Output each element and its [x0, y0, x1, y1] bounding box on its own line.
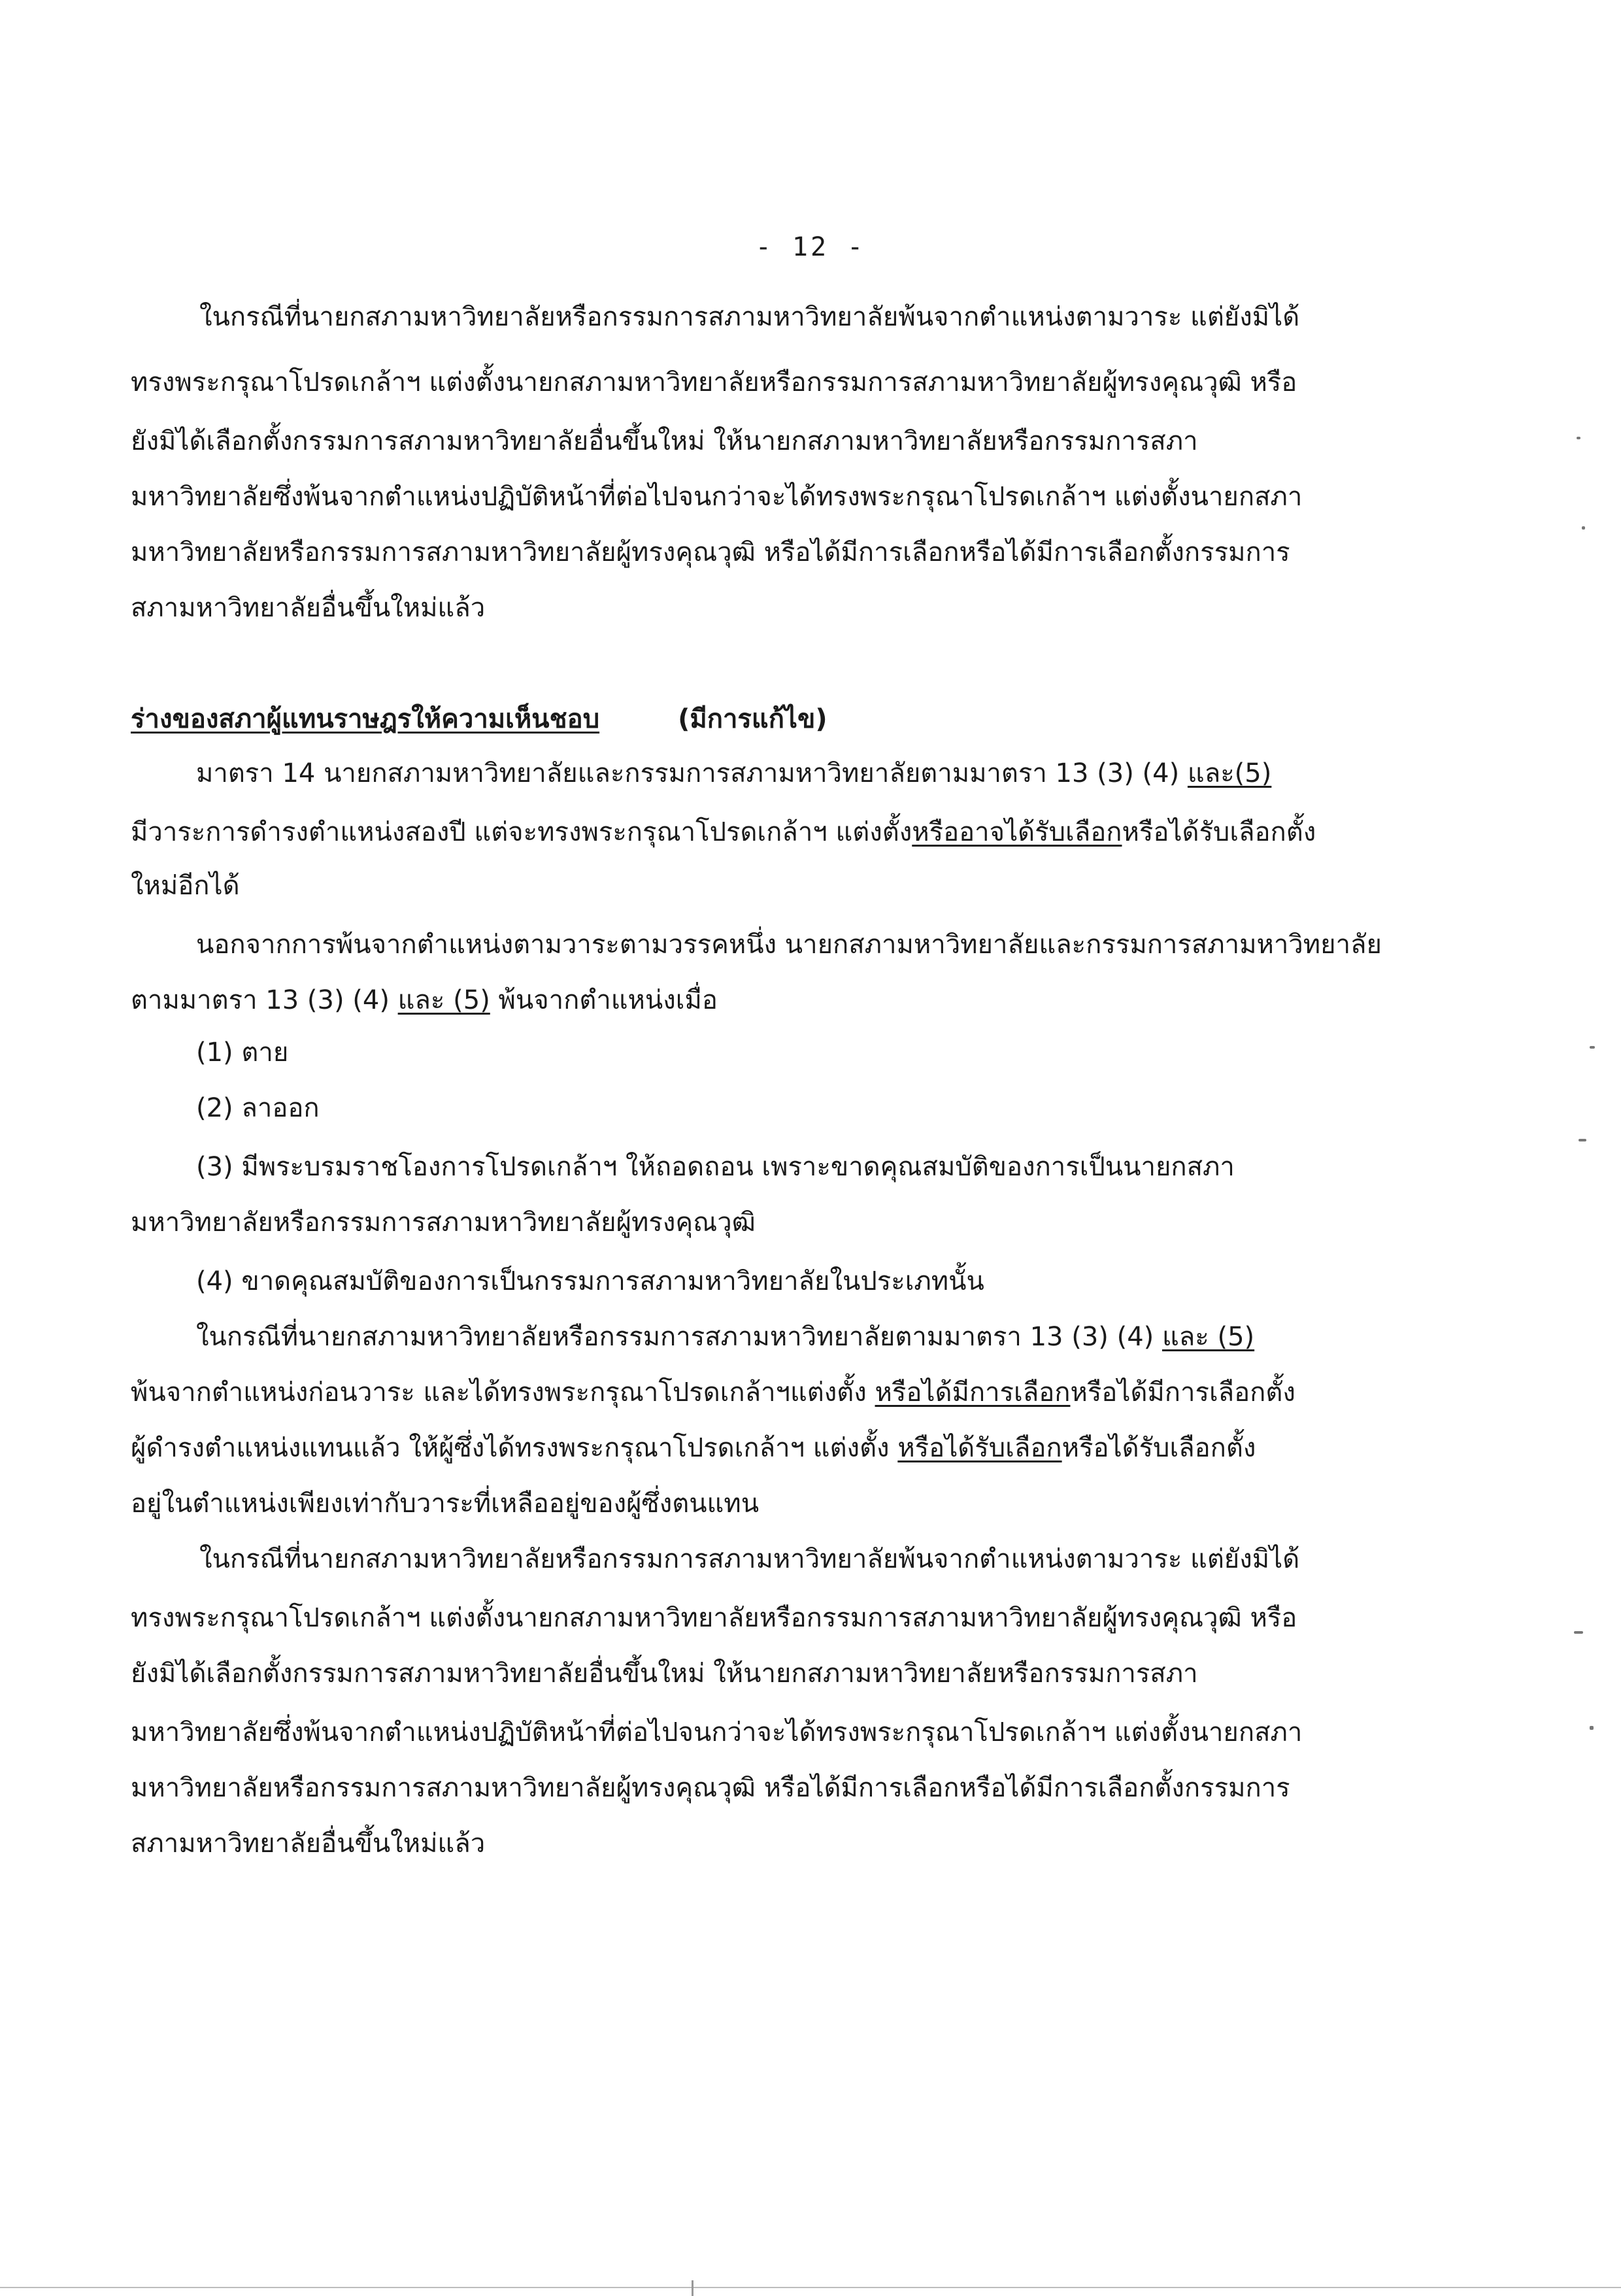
amended-text: หรืออาจได้รับเลือก: [912, 817, 1122, 847]
amended-text: และ (5): [397, 985, 490, 1015]
section-heading: [131, 703, 827, 735]
paragraph-last-line: มหาวิทยาลัยซึ่งพ้นจากตำแหน่งปฏิบัติหน้าที่ต่อไปจนกว่าจะได้ทรงพระกรุณาโปรดเกล้าฯ แต่งตั้งนายกสภา: [131, 1717, 1303, 1747]
text-run: หรือได้รับเลือกตั้ง: [1061, 1433, 1256, 1463]
text-run: มาตรา 14 นายกสภามหาวิทยาลัยและกรรมการสภามหาวิทยาลัยตามมาตรา 13 (3) (4): [196, 758, 1188, 788]
paragraph-last-line: มหาวิทยาลัยหรือกรรมการสภามหาวิทยาลัยผู้ทรงคุณวุฒิ หรือได้มีการเลือกหรือได้มีการเลือกตั้งกรรมการ: [131, 1773, 1290, 1803]
section-14-line: ใหม่อีกได้: [131, 871, 240, 901]
amended-text: และ (5): [1161, 1322, 1255, 1352]
amended-text: และ(5): [1187, 758, 1272, 788]
paragraph-last-line: สภามหาวิทยาลัยอื่นขึ้นใหม่แล้ว: [131, 1829, 486, 1859]
scan-speck: [1574, 1631, 1583, 1634]
page-number: - 12 -: [755, 232, 866, 262]
heading-note: (มีการแก้ไข): [678, 704, 827, 734]
text-run: หรือได้มีการเลือกตั้ง: [1070, 1377, 1295, 1408]
section-14-line: นอกจากการพ้นจากตำแหน่งตามวาระตามวรรคหนึ่ง นายกสภามหาวิทยาลัยและกรรมการสภามหาวิทยาลัย: [196, 930, 1382, 960]
paragraph-1-line: ทรงพระกรุณาโปรดเกล้าฯ แต่งตั้งนายกสภามหาวิทยาลัยหรือกรรมการสภามหาวิทยาลัยผู้ทรงคุณวุฒิ หรือ: [131, 367, 1297, 397]
text-run: พ้นจากตำแหน่งก่อนวาระ และได้ทรงพระกรุณาโปรดเกล้าฯแต่งตั้ง: [131, 1377, 875, 1408]
scan-edge-tick: [692, 2280, 694, 2296]
paragraph-last-line: ทรงพระกรุณาโปรดเกล้าฯ แต่งตั้งนายกสภามหาวิทยาลัยหรือกรรมการสภามหาวิทยาลัยผู้ทรงคุณวุฒิ หรือ: [131, 1603, 1297, 1633]
text-run: ผู้ดำรงตำแหน่งแทนแล้ว ให้ผู้ซึ่งได้ทรงพระกรุณาโปรดเกล้าฯ แต่งตั้ง: [131, 1433, 898, 1463]
section-14-line: [131, 1376, 1295, 1409]
amended-text: หรือได้รับเลือก: [897, 1433, 1062, 1463]
paragraph-1-line: มหาวิทยาลัยซึ่งพ้นจากตำแหน่งปฏิบัติหน้าที่ต่อไปจนกว่าจะได้ทรงพระกรุณาโปรดเกล้าฯ แต่งตั้งนายกสภา: [131, 482, 1303, 512]
scan-edge-line: [0, 2287, 1621, 2288]
section-14-line: [131, 1432, 1256, 1464]
scan-speck: [1579, 1139, 1586, 1141]
scan-speck: [1577, 437, 1580, 439]
section-14-line: [196, 757, 1271, 790]
list-item: (1) ตาย: [196, 1038, 289, 1068]
paragraph-last-line: ยังมิได้เลือกตั้งกรรมการสภามหาวิทยาลัยอื่นขึ้นใหม่ ให้นายกสภามหาวิทยาลัยหรือกรรมการสภา: [131, 1659, 1198, 1689]
text-run: ตามมาตรา 13 (3) (4): [131, 985, 398, 1015]
section-14-line: อยู่ในตำแหน่งเพียงเท่ากับวาระที่เหลืออยู่ของผู้ซึ่งตนแทน: [131, 1489, 760, 1519]
paragraph-1-line: ในกรณีที่นายกสภามหาวิทยาลัยหรือกรรมการสภามหาวิทยาลัยพ้นจากตำแหน่งตามวาระ แต่ยังมิได้: [199, 302, 1300, 332]
text-run: พ้นจากตำแหน่งเมื่อ: [490, 985, 718, 1015]
paragraph-1-line: มหาวิทยาลัยหรือกรรมการสภามหาวิทยาลัยผู้ทรงคุณวุฒิ หรือได้มีการเลือกหรือได้มีการเลือกตั้งกรรมการ: [131, 537, 1290, 567]
amended-text: หรือได้มีการเลือก: [875, 1377, 1071, 1408]
text-run: หรือได้รับเลือกตั้ง: [1122, 817, 1316, 847]
heading-title: ร่างของสภาผู้แทนราษฎรให้ความเห็นชอบ: [131, 704, 600, 734]
section-14-line: [131, 816, 1316, 849]
list-item-continuation: มหาวิทยาลัยหรือกรรมการสภามหาวิทยาลัยผู้ทรงคุณวุฒิ: [131, 1207, 756, 1238]
scan-speck: [1590, 1046, 1595, 1049]
scan-speck: [1590, 1726, 1594, 1730]
paragraph-1-line: ยังมิได้เลือกตั้งกรรมการสภามหาวิทยาลัยอื่นขึ้นใหม่ ให้นายกสภามหาวิทยาลัยหรือกรรมการสภา: [131, 426, 1198, 456]
scan-speck: [1582, 526, 1585, 530]
text-run: ในกรณีที่นายกสภามหาวิทยาลัยหรือกรรมการสภามหาวิทยาลัยตามมาตรา 13 (3) (4): [196, 1322, 1162, 1352]
list-item: (4) ขาดคุณสมบัติของการเป็นกรรมการสภามหาวิทยาลัยในประเภทนั้น: [196, 1266, 984, 1296]
list-item: (2) ลาออก: [196, 1093, 320, 1123]
list-item: (3) มีพระบรมราชโองการโปรดเกล้าฯ ให้ถอดถอน เพราะขาดคุณสมบัติของการเป็นนายกสภา: [196, 1152, 1235, 1182]
section-14-line: [196, 1321, 1254, 1353]
paragraph-last-line: ในกรณีที่นายกสภามหาวิทยาลัยหรือกรรมการสภามหาวิทยาลัยพ้นจากตำแหน่งตามวาระ แต่ยังมิได้: [199, 1544, 1300, 1574]
paragraph-1-line: สภามหาวิทยาลัยอื่นขึ้นใหม่แล้ว: [131, 593, 486, 623]
text-run: มีวาระการดำรงตำแหน่งสองปี แต่จะทรงพระกรุณาโปรดเกล้าฯ แต่งตั้ง: [131, 817, 912, 847]
section-14-line: [131, 984, 718, 1017]
